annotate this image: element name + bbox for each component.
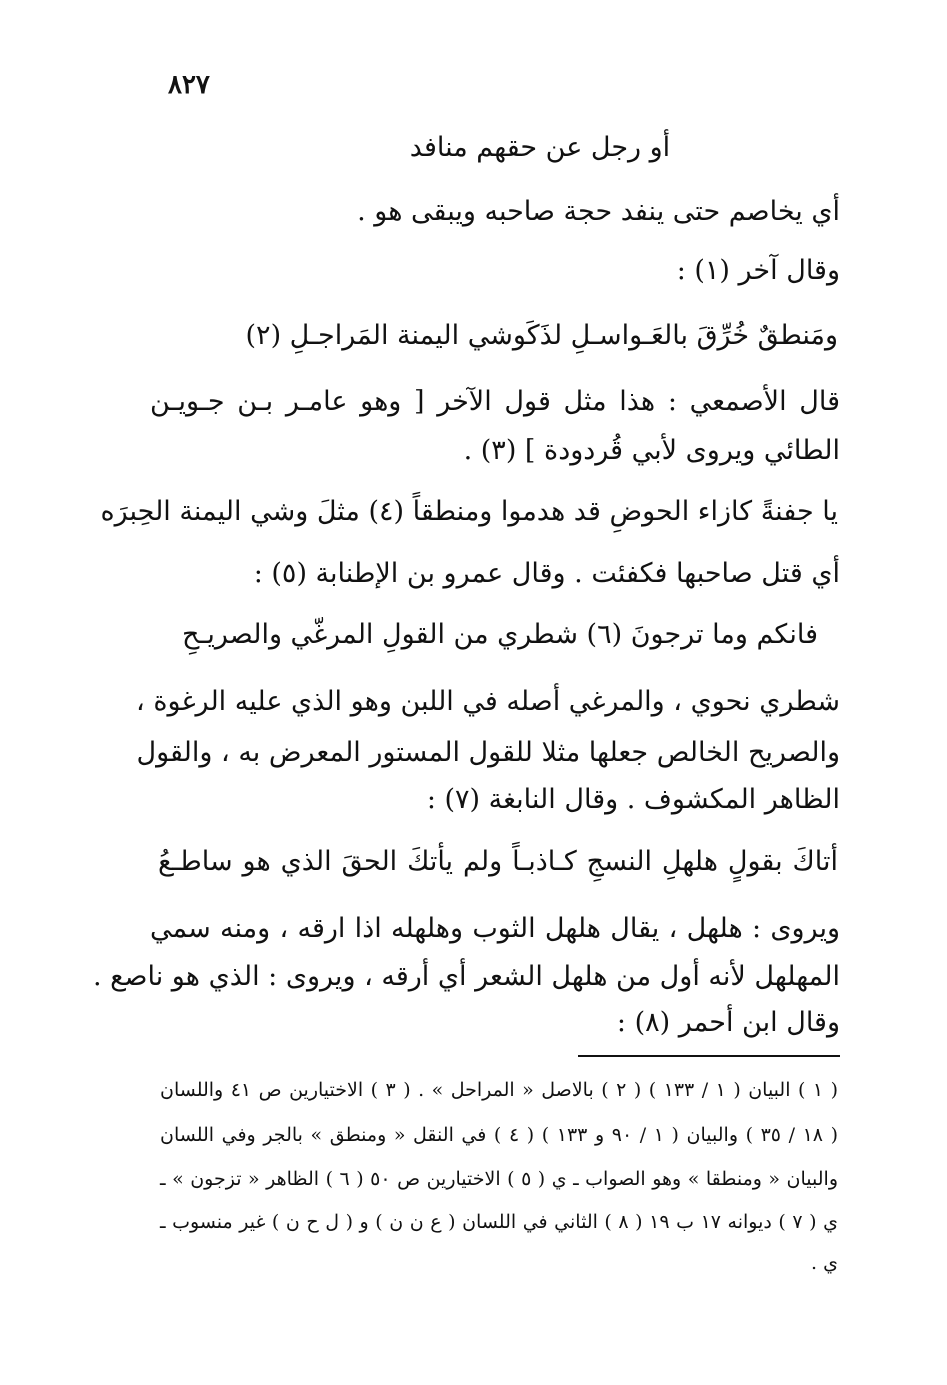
footnote-line: ( ١ ) البيان ( ١ / ١٣٣ ) ( ٢ ) بالاصل « المراحل » . ( ٣ ) الاختيارين ص ٤١ واللسان <box>160 1079 838 1101</box>
footnote-separator <box>578 1055 840 1057</box>
footnote-line: ( ١٨ / ٣٥ ) والبيان ( ١ / ٩٠ و ١٣٣ ) ( ٤ ) في النقل « ومنطق » بالجر وفي اللسان <box>160 1124 838 1146</box>
text-line: أي يخاصم حتى ينفد حجة صاحبه ويبقى هو . <box>357 196 840 227</box>
footnote-line: والبيان « ومنطقا » وهو الصواب ـ ي ( ٥ ) الاختيارين ص ٥٠ ( ٦ ) الظاهر « تزجون » ـ <box>160 1168 839 1190</box>
text-line: ويروى : هلهل ، يقال هلهل الثوب وهلهله اذا ارقه ، ومنه سمي <box>150 913 840 944</box>
verse-line: يا جفنةً كازاء الحوضِ قد هدموا ومنطقاً (٤) مثلَ وشي اليمنة الحِبرَه <box>100 496 838 527</box>
verse-line: فانكم وما ترجونَ (٦) شطري من القولِ المرغّي والصريـحِ <box>182 619 818 650</box>
text-line: والصريح الخالص جعلها مثلا للقول المستور المعرض به ، والقول <box>136 737 840 768</box>
text-line: وقال ابن أحمر (٨) : <box>616 1007 840 1038</box>
footnote-line: ي ( ٧ ) ديوانه ١٧ ب ١٩ ( ٨ ) الثاني في اللسان ( ع ن ن ) و ( ل ح ن ) غير منسوب ـ <box>160 1211 838 1233</box>
text-line: قال الأصمعي : هذا مثل قول الآخر [ وهو عامـر بـن جـويـن <box>150 386 840 417</box>
text-line: شطري نحوي ، والمرغي أصله في اللبن وهو الذي عليه الرغوة ، <box>136 686 840 717</box>
verse-line: ومَنطقٌ خُرِّقَ بالعَـواسـلِ لذَكَوشي اليمنة المَراجـلِ (٢) <box>245 320 838 351</box>
text-line: المهلهل لأنه أول من هلهل الشعر أي أرقه ، ويروى : الذي هو ناصع . <box>93 961 840 992</box>
text-line: أي قتل صاحبها فكفئت . وقال عمرو بن الإطنابة (٥) : <box>253 558 840 589</box>
footnote-line: ي . <box>811 1252 838 1274</box>
text-line: الطائي ويروى لأبي قُردودة ] (٣) . <box>463 435 840 466</box>
verse-line: أو رجل عن حقهم منافد <box>409 132 671 163</box>
page-number: ٨٢٧ <box>168 70 210 100</box>
text-line: وقال آخر (١) : <box>676 255 840 286</box>
text-line: الظاهر المكشوف . وقال النابغة (٧) : <box>426 784 840 815</box>
verse-line: أتاكَ بقولٍ هلهلِ النسجِ كـاذبـاً ولم يأتكَ الحقَ الذي هو ساطـعُ <box>158 846 838 877</box>
